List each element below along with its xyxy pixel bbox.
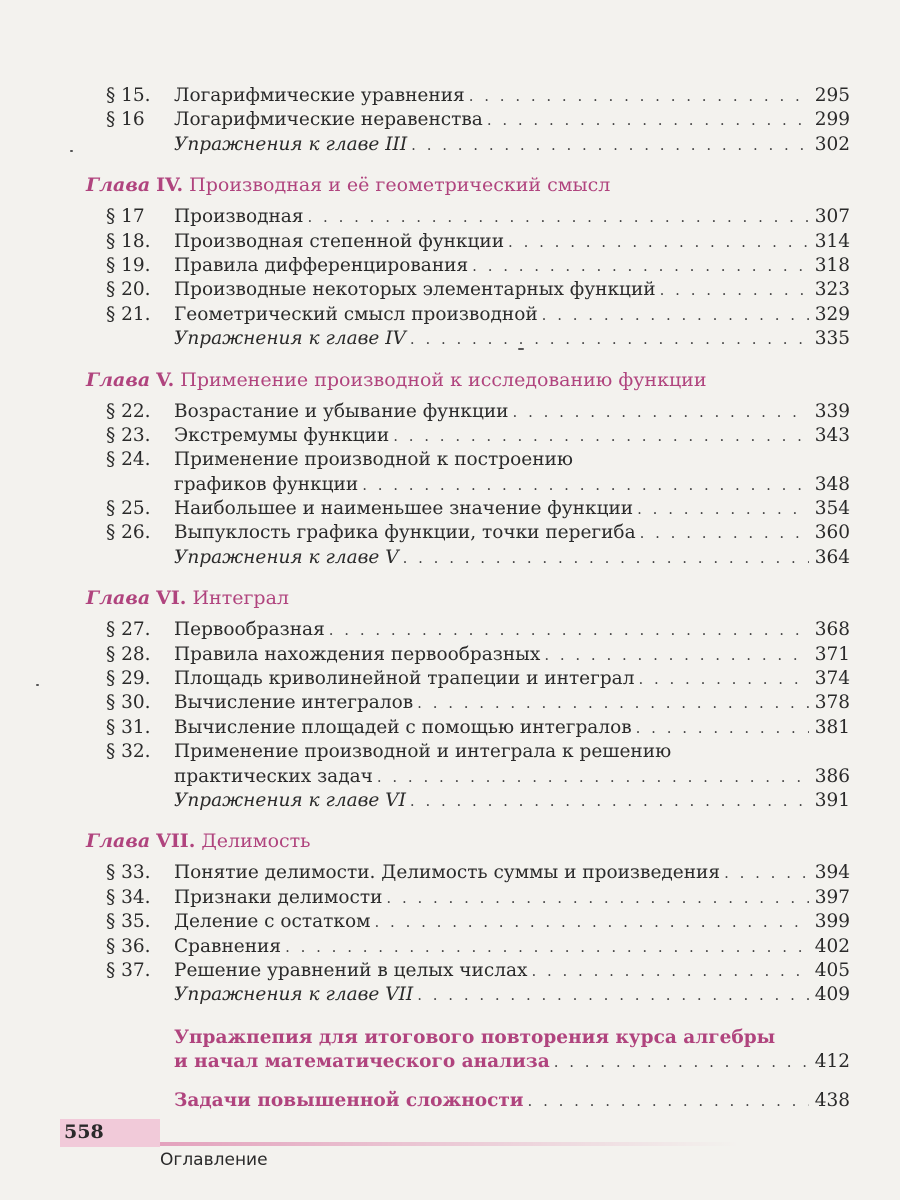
entry-body — [174, 108, 850, 132]
entry-body — [174, 910, 850, 934]
entry-body — [174, 643, 850, 667]
entry-body — [174, 205, 850, 229]
page-number: 323 — [814, 279, 850, 301]
chapter-word: Глава — [86, 587, 151, 610]
entry-body — [174, 424, 850, 448]
page-number: 318 — [814, 254, 850, 276]
toc-entry — [0, 327, 900, 351]
toc-entry — [0, 740, 900, 764]
section-number: § 26. — [106, 522, 151, 544]
dot-leader — [472, 254, 809, 278]
entry-title: Упражнения к главе VI — [174, 789, 406, 811]
dot-leader — [528, 1089, 809, 1113]
entry-title: и начал математического анализа — [174, 1051, 550, 1073]
chapter-title: Производная и её геометрический смысл — [189, 174, 611, 197]
footer-section-title: Оглавление — [160, 1150, 268, 1170]
dot-leader — [386, 886, 808, 910]
section-number: § 19. — [106, 254, 151, 276]
dot-leader — [660, 278, 809, 302]
page-number: 438 — [814, 1089, 850, 1111]
section-number: § 17 — [106, 206, 145, 228]
entry-body — [174, 740, 850, 764]
entry-title: Логарифмические уравнения — [174, 85, 465, 106]
entry-title: Применение производной к построению — [174, 449, 573, 471]
toc-entry — [0, 983, 900, 1007]
entry-body — [174, 497, 850, 521]
page-number: 378 — [814, 692, 850, 714]
page-number: 409 — [814, 984, 850, 1006]
dot-leader — [410, 789, 809, 813]
toc-entry — [0, 424, 900, 448]
entry-body — [174, 691, 850, 715]
dot-leader — [410, 327, 809, 351]
toc-entry — [0, 278, 900, 302]
section-number: § 16 — [106, 109, 145, 131]
entry-title: Правила дифференцирования — [174, 254, 469, 276]
toc-entry — [0, 618, 900, 642]
paper-speck — [518, 348, 524, 350]
entry-body — [174, 133, 850, 157]
entry-body — [174, 84, 850, 108]
section-number: § 15. — [106, 85, 151, 106]
page-number: 364 — [814, 546, 850, 568]
section-number: § 18. — [106, 230, 151, 252]
section-number: § 24. — [106, 449, 151, 471]
dot-leader — [393, 424, 808, 448]
paper-speck — [36, 684, 39, 686]
toc-entry — [0, 448, 900, 472]
page-number: 299 — [814, 109, 850, 131]
dot-leader — [417, 983, 808, 1007]
entry-body — [174, 667, 850, 691]
entry-title: Упражнения к главе IV — [174, 328, 406, 350]
dot-leader — [513, 400, 809, 424]
entry-title: Геометрический смысл производной — [174, 303, 538, 325]
table-of-contents — [0, 84, 900, 1113]
entry-title: графиков функции — [174, 473, 359, 495]
page-number: 412 — [814, 1051, 850, 1073]
chapter-word: Глава — [86, 368, 151, 391]
page-number: 381 — [814, 716, 850, 738]
entry-title: Признаки делимости — [174, 886, 383, 908]
entry-body — [174, 1026, 850, 1050]
page-number: 399 — [814, 911, 850, 933]
page-number: 335 — [814, 328, 850, 350]
dot-leader — [403, 546, 809, 570]
chapter-number: VI. — [156, 587, 187, 610]
dot-leader — [508, 230, 809, 254]
dot-leader — [487, 108, 809, 132]
footer-rule — [160, 1142, 740, 1146]
toc-entry — [0, 546, 900, 570]
chapter-heading — [0, 827, 900, 855]
chapter-heading — [0, 171, 900, 199]
section-number: § 28. — [106, 643, 151, 665]
entry-title: Деление с остатком — [174, 911, 371, 933]
footer-page-number: 558 — [64, 1121, 104, 1143]
page-number: 348 — [814, 473, 850, 495]
dot-leader — [542, 303, 809, 327]
entry-title: Наибольшее и наименьшее значение функции — [174, 498, 634, 520]
chapter-number: V. — [156, 368, 175, 391]
section-number: § 32. — [106, 741, 151, 763]
page-number: 402 — [814, 935, 850, 957]
toc-entry — [0, 205, 900, 229]
page-number: 343 — [814, 424, 850, 446]
dot-leader — [375, 910, 809, 934]
entry-body — [174, 765, 850, 789]
section-gap — [0, 1008, 900, 1026]
toc-entry — [0, 133, 900, 157]
section-number: § 27. — [106, 619, 151, 641]
entry-title: Упражнения к главе V — [174, 546, 399, 568]
toc-entry — [0, 765, 900, 789]
entry-body — [174, 861, 850, 885]
entry-title: Первообразная — [174, 619, 325, 641]
toc-entry — [0, 230, 900, 254]
entry-title: Вычисление интегралов — [174, 692, 414, 714]
page-number: 329 — [814, 303, 850, 325]
entry-body — [174, 1089, 850, 1113]
section-number: § 35. — [106, 911, 151, 933]
entry-body — [174, 448, 850, 472]
page-number: 307 — [814, 206, 850, 228]
toc-entry — [0, 935, 900, 959]
toc-entry — [0, 886, 900, 910]
section-number: § 30. — [106, 692, 151, 714]
dot-leader — [640, 521, 809, 545]
toc-entry — [0, 84, 900, 108]
entry-body — [174, 1050, 850, 1074]
toc-entry — [0, 400, 900, 424]
entry-title: Экстремумы функции — [174, 424, 390, 446]
entry-body — [174, 473, 850, 497]
chapter-title: Применение производной к исследованию функции — [180, 368, 707, 391]
dot-leader — [544, 643, 808, 667]
section-number: § 34. — [106, 886, 151, 908]
toc-entry — [0, 716, 900, 740]
toc-entry — [0, 667, 900, 691]
dot-leader — [637, 497, 809, 521]
chapter-number: VII. — [156, 830, 196, 853]
chapter-word: Глава — [86, 830, 151, 853]
entry-body — [174, 400, 850, 424]
entry-title: Площадь криволинейной трапеции и интеграл — [174, 668, 635, 690]
page-number: 405 — [814, 959, 850, 981]
toc-entry — [0, 473, 900, 497]
page-number: 339 — [814, 400, 850, 422]
entry-title: Правила нахождения первообразных — [174, 643, 541, 665]
chapter-title: Интеграл — [192, 587, 289, 610]
page-number: 386 — [814, 765, 850, 787]
entry-body — [174, 327, 850, 351]
final-entry — [0, 1026, 900, 1050]
toc-entry — [0, 643, 900, 667]
page-number: 302 — [814, 133, 850, 155]
entry-title: Возрастание и убывание функции — [174, 400, 509, 422]
toc-entry — [0, 910, 900, 934]
entry-title: Решение уравнений в целых числах — [174, 959, 528, 981]
entry-title: Сравнения — [174, 935, 282, 957]
entry-body — [174, 959, 850, 983]
toc-entry — [0, 959, 900, 983]
entry-title: Упражпепия для итогового повторения курса алгебры — [174, 1026, 776, 1048]
entry-title: Производные некоторых элементарных функций — [174, 279, 656, 301]
toc-entry — [0, 497, 900, 521]
dot-leader — [308, 205, 809, 229]
section-gap — [0, 1075, 900, 1089]
dot-leader — [362, 473, 809, 497]
entry-body — [174, 618, 850, 642]
page-number: 374 — [814, 668, 850, 690]
chapter-title: Делимость — [201, 830, 311, 853]
entry-body — [174, 935, 850, 959]
page-number: 391 — [814, 789, 850, 811]
chapter-heading — [0, 366, 900, 394]
section-number: § 21. — [106, 303, 151, 325]
entry-title: Упражнения к главе VII — [174, 984, 414, 1006]
paper-speck — [70, 150, 73, 152]
section-number: § 25. — [106, 498, 151, 520]
toc-entry — [0, 521, 900, 545]
chapter-number: IV. — [156, 174, 184, 197]
entry-body — [174, 789, 850, 813]
section-number: § 33. — [106, 862, 151, 884]
entry-body — [174, 254, 850, 278]
dot-leader — [531, 959, 808, 983]
dot-leader — [554, 1050, 809, 1074]
dot-leader — [377, 765, 809, 789]
section-number: § 36. — [106, 935, 151, 957]
entry-title: Применение производной и интеграла к решению — [174, 741, 672, 763]
page-number: 397 — [814, 886, 850, 908]
entry-title: Производная степенной функции — [174, 230, 505, 252]
entry-title: Выпуклость графика функции, точки перегиба — [174, 522, 636, 544]
dot-leader — [638, 667, 808, 691]
toc-entry — [0, 789, 900, 813]
section-number: § 23. — [106, 424, 151, 446]
entry-body — [174, 303, 850, 327]
page-number: 394 — [814, 862, 850, 884]
page-number: 360 — [814, 522, 850, 544]
entry-body — [174, 886, 850, 910]
dot-leader — [411, 133, 809, 157]
dot-leader — [285, 935, 809, 959]
entry-title: Понятие делимости. Делимость суммы и произведения — [174, 862, 721, 884]
entry-title: Производная — [174, 206, 304, 228]
page-number: 368 — [814, 619, 850, 641]
final-entry — [0, 1050, 900, 1074]
entry-title: Упражнения к главе III — [174, 133, 408, 155]
entry-title: практических задач — [174, 765, 373, 787]
entry-title: Логарифмические неравенства — [174, 109, 483, 131]
final-entry — [0, 1089, 900, 1113]
page-number: 314 — [814, 230, 850, 252]
toc-entry — [0, 108, 900, 132]
entry-body — [174, 983, 850, 1007]
entry-title: Задачи повышенной сложности — [174, 1089, 524, 1111]
entry-body — [174, 278, 850, 302]
section-number: § 22. — [106, 400, 151, 422]
section-number: § 37. — [106, 959, 151, 981]
chapter-heading — [0, 584, 900, 612]
toc-entry — [0, 861, 900, 885]
toc-entry — [0, 691, 900, 715]
dot-leader — [329, 618, 809, 642]
section-number: § 20. — [106, 279, 151, 301]
page-number: 354 — [814, 498, 850, 520]
section-number: § 29. — [106, 668, 151, 690]
toc-entry — [0, 303, 900, 327]
entry-body — [174, 521, 850, 545]
entry-body — [174, 716, 850, 740]
section-number: § 31. — [106, 716, 151, 738]
page-number: 371 — [814, 643, 850, 665]
entry-body — [174, 546, 850, 570]
toc-entry — [0, 254, 900, 278]
dot-leader — [417, 691, 809, 715]
chapter-word: Глава — [86, 174, 151, 197]
page-number: 295 — [814, 85, 850, 106]
dot-leader — [636, 716, 809, 740]
dot-leader — [469, 84, 809, 108]
entry-title: Вычисление площадей с помощью интегралов — [174, 716, 632, 738]
entry-body — [174, 230, 850, 254]
dot-leader — [724, 861, 809, 885]
